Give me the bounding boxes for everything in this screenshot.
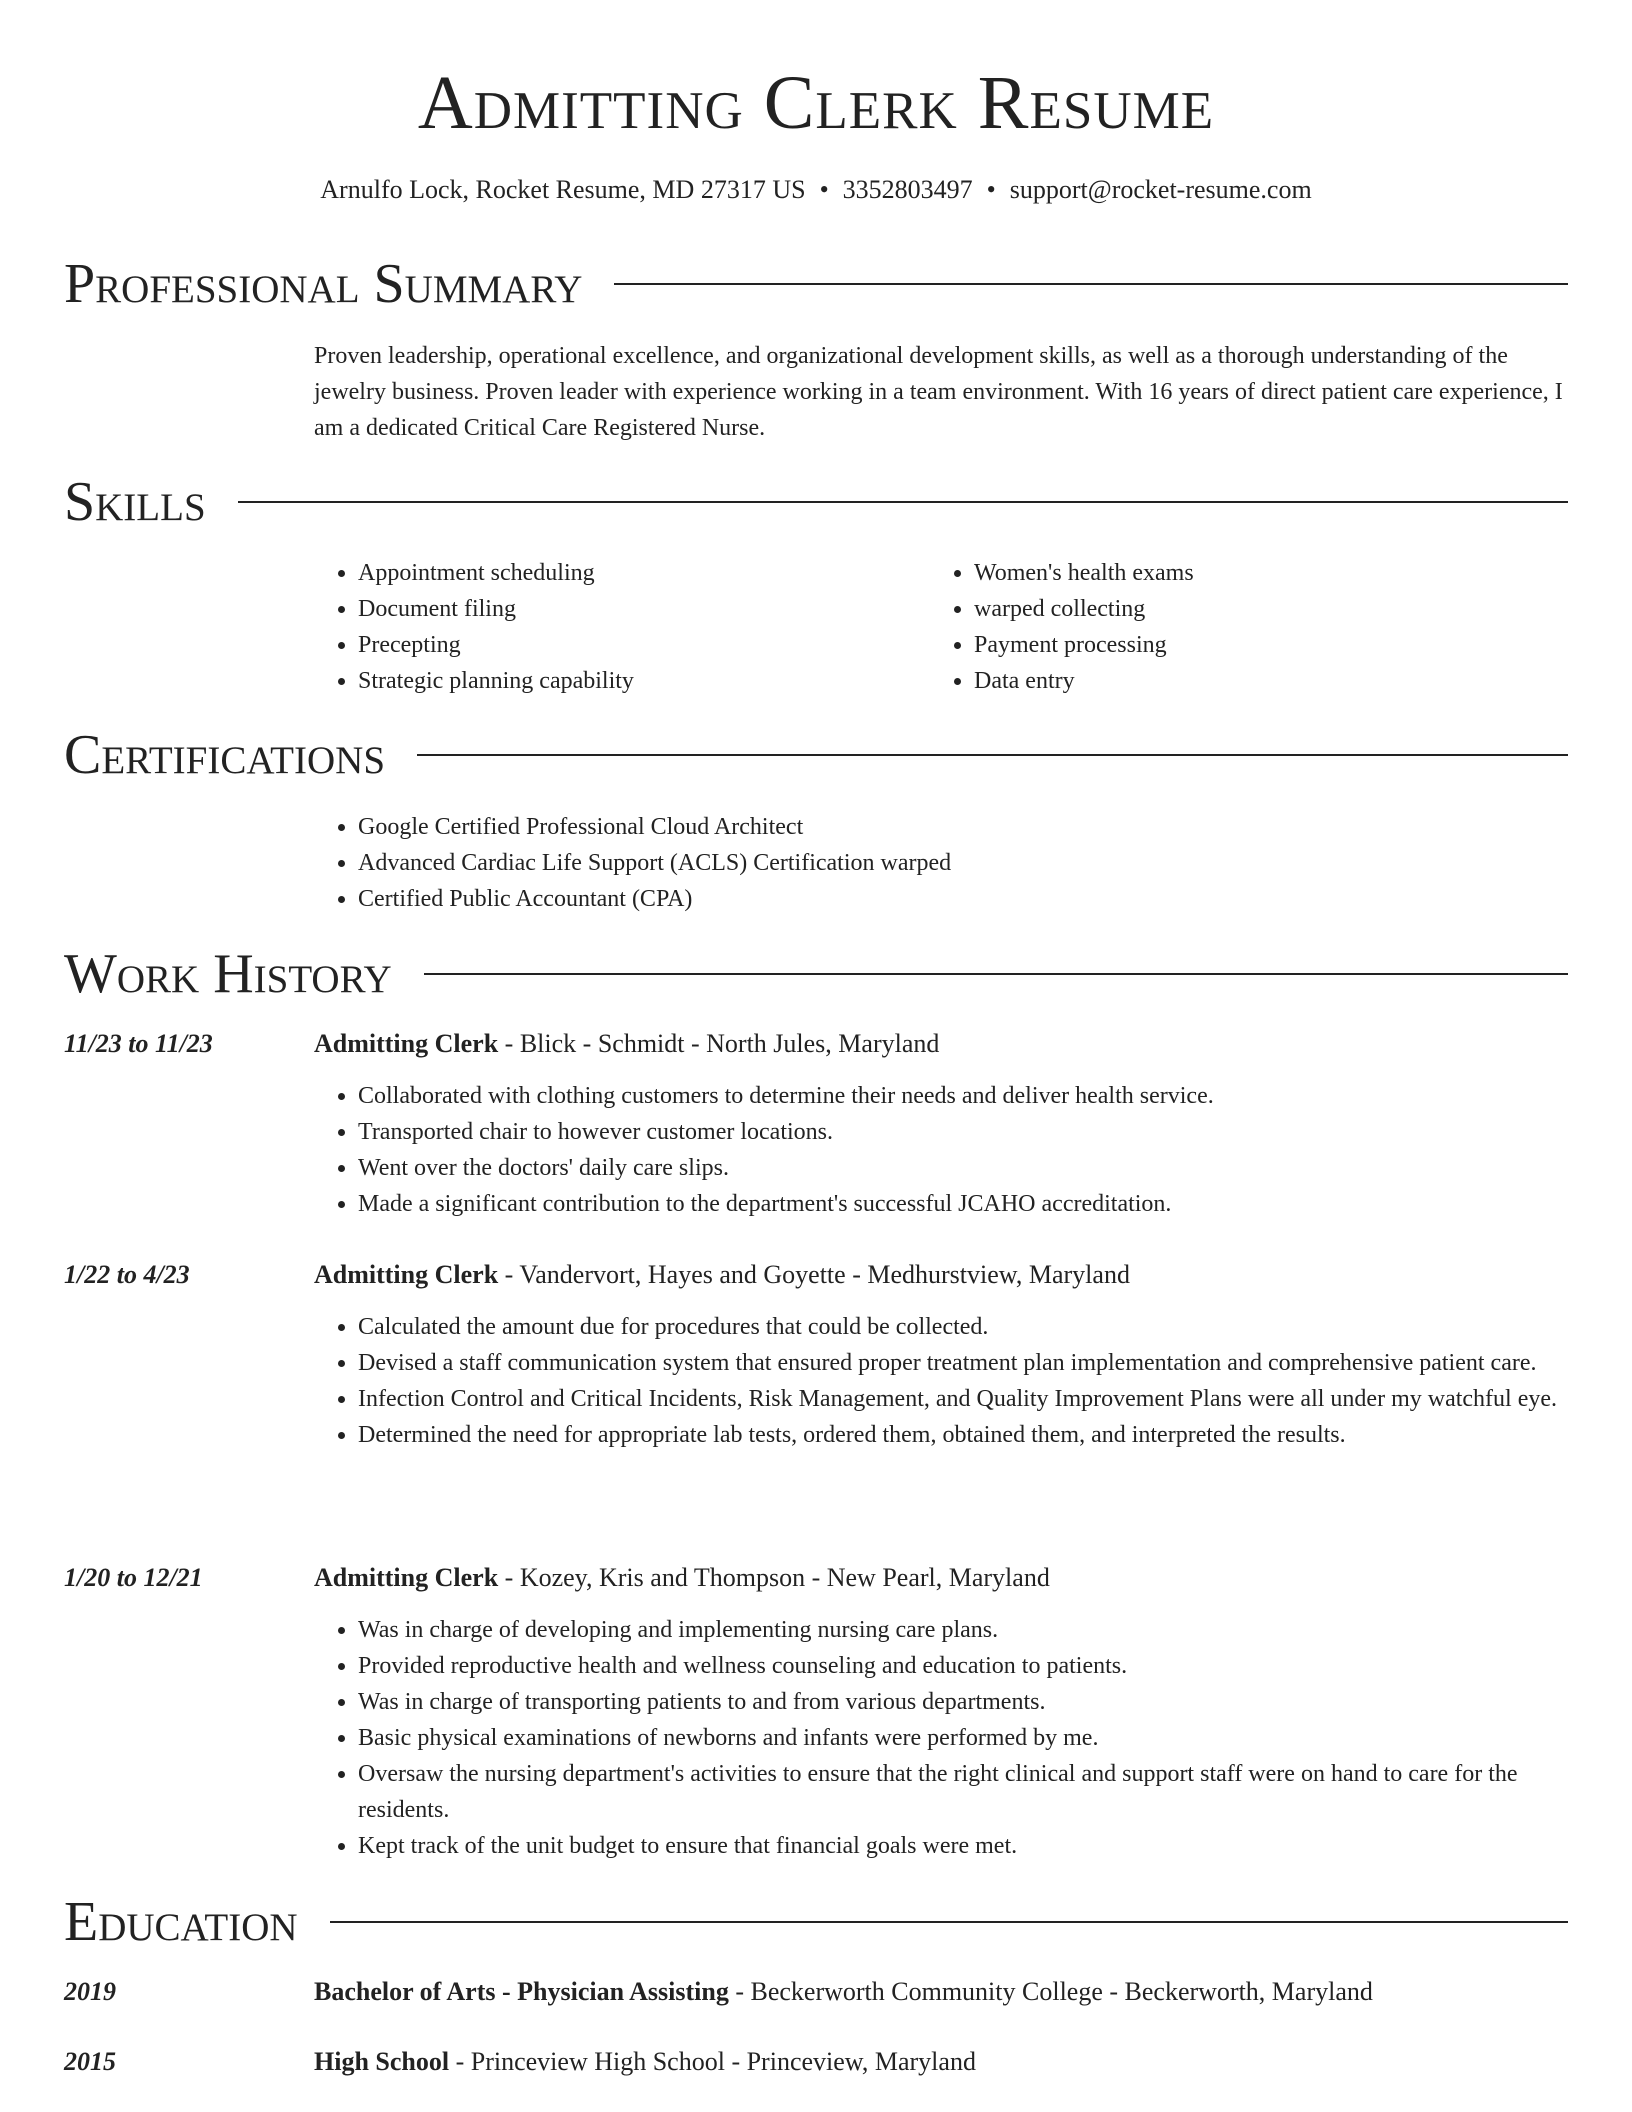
section-title-summary: Professional Summary [64,253,583,315]
skill-item: • Data entry [974,663,1530,699]
skills-column-right [930,555,1530,699]
job-dates: 1/20 to 12/21 [64,1563,203,1592]
section-title-skills: Skills [64,471,206,533]
skill-item: • Precepting [358,627,914,663]
section-title-certifications: Certifications [64,724,386,786]
job-duty: • Transported chair to however customer locations. [358,1114,1568,1150]
education-school: - Beckerworth Community College - Beckerworth, Maryland [728,1977,1373,2006]
summary-text: Proven leadership, operational excellence, and organizational development skills, as well as a thorough understanding of the jewelry business. Proven leader with experience working in a team environment. With 16 years of direct patient care experience, I am a dedicated Critical Care Registered Nurse. [314,343,1563,441]
job-duties [314,1612,1568,1864]
skill-item: • Document filing [358,591,914,627]
job-employer: - Kozey, Kris and Thompson - New Pearl, Maryland [498,1563,1050,1592]
skills-column-left [314,555,914,699]
education-degree: Bachelor of Arts - Physician Assisting [314,1977,729,2006]
section-divider [417,754,1568,756]
skills-list-left [314,555,914,699]
contact-line [0,172,1632,208]
job-duty: • Kept track of the unit budget to ensure that financial goals were met. [358,1828,1568,1864]
contact-email: support@rocket-resume.com [1009,175,1312,204]
job-dates: 1/22 to 4/23 [64,1260,190,1289]
certifications-list [314,809,951,917]
job-employer: - Vandervort, Hayes and Goyette - Medhurstview, Maryland [498,1260,1130,1289]
section-title-education: Education [64,1891,298,1953]
contact-address: Arnulfo Lock, Rocket Resume, MD 27317 US [320,175,806,204]
education-school: - Princeview High School - Princeview, Maryland [449,2047,976,2076]
certification-item: • Google Certified Professional Cloud Architect [358,809,951,845]
section-header-skills [64,470,1568,534]
section-header-education [64,1890,1568,1954]
education-year: 2015 [64,2047,116,2076]
job-duty: • Provided reproductive health and wellness counseling and education to patients. [358,1648,1568,1684]
job-dates: 11/23 to 11/23 [64,1029,213,1058]
contact-phone: 3352803497 [842,175,973,204]
education-detail [314,2044,1568,2080]
job-duty: • Was in charge of developing and implementing nursing care plans. [358,1612,1568,1648]
section-title-work-history: Work History [64,943,392,1005]
skill-item: • warped collecting [974,591,1530,627]
job-title: Admitting Clerk [314,1260,499,1289]
job-duty: • Made a significant contribution to the department's successful JCAHO accreditation. [358,1186,1568,1222]
certification-item: • Advanced Cardiac Life Support (ACLS) Certification warped [358,845,951,881]
job-duty: • Calculated the amount due for procedures that could be collected. [358,1309,1568,1345]
job-heading [314,1560,1568,1596]
skill-item: • Appointment scheduling [358,555,914,591]
section-divider [424,973,1568,975]
job-duty: • Infection Control and Critical Incidents, Risk Management, and Quality Improvement Plans were all under my watchful eye. [358,1381,1568,1417]
certifications-block [314,809,951,917]
job-duties [314,1078,1568,1222]
job-duty: • Devised a staff communication system that ensured proper treatment plan implementation and comprehensive patient care. [358,1345,1568,1381]
contact-separator: • [986,175,996,204]
job-duty: • Collaborated with clothing customers to determine their needs and deliver health service. [358,1078,1568,1114]
job-duties [314,1309,1568,1453]
job-duty: • Was in charge of transporting patients to and from various departments. [358,1684,1568,1720]
job-title: Admitting Clerk [314,1029,499,1058]
education-detail [314,1974,1568,2010]
section-divider [238,501,1568,503]
job-duty: • Basic physical examinations of newborns and infants were performed by me. [358,1720,1568,1756]
education-year: 2019 [64,1977,116,2006]
skill-item: • Payment processing [974,627,1530,663]
skill-item: • Strategic planning capability [358,663,914,699]
job-employer: - Blick - Schmidt - North Jules, Maryland [498,1029,940,1058]
section-header-certifications [64,723,1568,787]
contact-separator: • [819,175,829,204]
job-duty: • Went over the doctors' daily care slips. [358,1150,1568,1186]
job-heading [314,1026,1568,1062]
job-duty: • Determined the need for appropriate lab tests, ordered them, obtained them, and interpreted the results. [358,1417,1568,1453]
job-duty: • Oversaw the nursing department's activities to ensure that the right clinical and support staff were on hand to care for the residents. [358,1756,1568,1828]
certification-item: • Certified Public Accountant (CPA) [358,881,951,917]
resume-title: Admitting Clerk Resume [417,61,1215,145]
skill-item: • Women's health exams [974,555,1530,591]
skills-list-right [930,555,1530,699]
section-header-work-history [64,942,1568,1006]
job-title: Admitting Clerk [314,1563,499,1592]
section-divider [330,1921,1568,1923]
job-heading [314,1257,1568,1293]
section-header-summary [64,252,1568,316]
education-degree: High School [314,2047,450,2076]
section-divider [614,283,1568,285]
